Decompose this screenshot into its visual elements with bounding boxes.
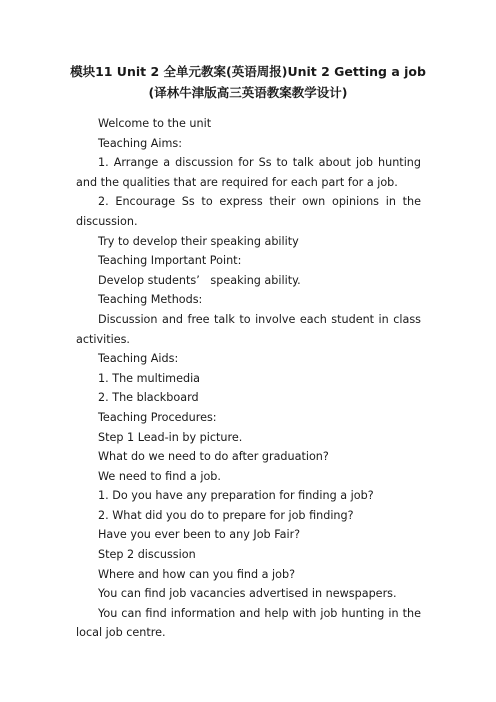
paragraph: Develop students’ speaking ability. bbox=[98, 273, 301, 287]
paragraph: Step 2 discussion bbox=[98, 548, 196, 562]
paragraph: What do we need to do after graduation? bbox=[98, 450, 329, 464]
paragraph: 2. The blackboard bbox=[98, 391, 199, 405]
paragraph: Discussion and free talk to involve each student in class activities. bbox=[76, 312, 421, 346]
paragraph: You can find job vacancies advertised in newspapers. bbox=[98, 587, 397, 601]
paragraph: Try to develop their speaking ability bbox=[98, 234, 299, 248]
paragraph: We need to find a job. bbox=[98, 469, 221, 483]
paragraph: Teaching Aims: bbox=[98, 136, 183, 150]
document-title: 模块11 Unit 2 全单元教案(英语周报)Unit 2 Getting a job bbox=[70, 64, 426, 79]
paragraph: Step 1 Lead-in by picture. bbox=[98, 430, 243, 444]
document-subtitle: (译林牛津版高三英语教案教学设计) bbox=[148, 85, 348, 100]
paragraph: You can find information and help with job hunting in the local job centre. bbox=[76, 606, 421, 640]
paragraph: Teaching Aids: bbox=[98, 352, 179, 366]
paragraph: Teaching Important Point: bbox=[98, 254, 242, 268]
paragraph: 1. The multimedia bbox=[98, 371, 201, 385]
paragraph: 2. Encourage Ss to express their own opinions in the discussion. bbox=[76, 195, 421, 228]
paragraph: 1. Do you have any preparation for finding a job? bbox=[98, 489, 374, 503]
paragraph: Welcome to the unit bbox=[98, 117, 212, 130]
paragraph: Teaching Methods: bbox=[98, 293, 203, 307]
document-body bbox=[76, 114, 421, 643]
paragraph: 1. Arrange a discussion for Ss to talk about job hunting and the qualities that are required for each part for a job. bbox=[76, 156, 421, 189]
paragraph: Where and how can you find a job? bbox=[98, 567, 296, 581]
paragraph: 2. What did you do to prepare for job finding? bbox=[98, 508, 354, 522]
paragraph: Teaching Procedures: bbox=[98, 410, 217, 424]
paragraph: Have you ever been to any Job Fair? bbox=[98, 528, 301, 542]
